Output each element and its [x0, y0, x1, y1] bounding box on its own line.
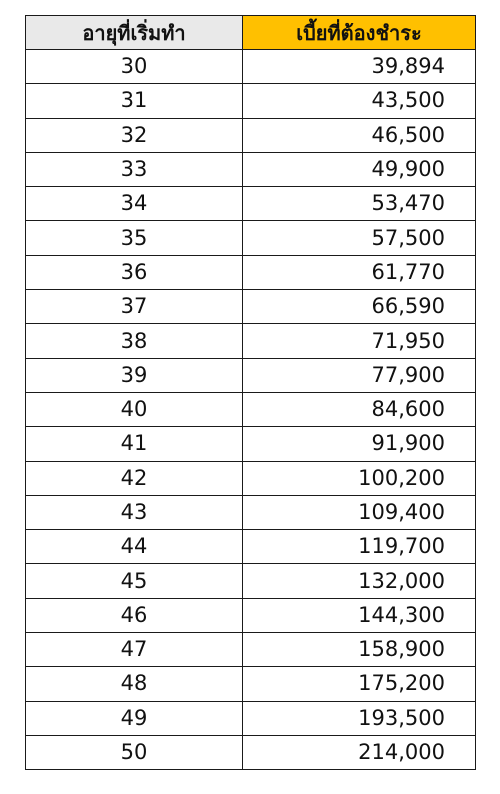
age-cell: 46 [26, 598, 243, 632]
age-cell: 41 [26, 427, 243, 461]
premium-cell: 46,500 [243, 118, 476, 152]
age-cell: 45 [26, 564, 243, 598]
table-row [26, 530, 476, 564]
table-row [26, 667, 476, 701]
age-cell: 36 [26, 255, 243, 289]
table-row [26, 461, 476, 495]
premium-cell: 109,400 [243, 495, 476, 529]
age-cell: 31 [26, 84, 243, 118]
table-row [26, 598, 476, 632]
age-cell: 44 [26, 530, 243, 564]
age-cell: 35 [26, 221, 243, 255]
age-cell: 33 [26, 152, 243, 186]
premium-cell: 158,900 [243, 633, 476, 667]
age-cell: 39 [26, 358, 243, 392]
table-row [26, 118, 476, 152]
premium-cell: 119,700 [243, 530, 476, 564]
age-cell: 48 [26, 667, 243, 701]
table-row [26, 221, 476, 255]
premium-cell: 57,500 [243, 221, 476, 255]
premium-cell: 43,500 [243, 84, 476, 118]
table-row [26, 633, 476, 667]
table-row [26, 324, 476, 358]
table-row [26, 735, 476, 769]
table-row [26, 152, 476, 186]
premium-cell: 214,000 [243, 735, 476, 769]
premium-table [25, 15, 476, 770]
table-row [26, 495, 476, 529]
premium-cell: 53,470 [243, 187, 476, 221]
table-row [26, 427, 476, 461]
premium-cell: 49,900 [243, 152, 476, 186]
age-cell: 50 [26, 735, 243, 769]
age-cell: 34 [26, 187, 243, 221]
age-cell: 37 [26, 290, 243, 324]
premium-cell: 100,200 [243, 461, 476, 495]
age-cell: 47 [26, 633, 243, 667]
age-cell: 40 [26, 392, 243, 426]
premium-cell: 61,770 [243, 255, 476, 289]
age-cell: 49 [26, 701, 243, 735]
table-header [26, 16, 476, 50]
table-row [26, 84, 476, 118]
table-row [26, 358, 476, 392]
table-row [26, 290, 476, 324]
premium-cell: 77,900 [243, 358, 476, 392]
header-age: อายุที่เริ่มทำ [26, 16, 243, 50]
table-row [26, 187, 476, 221]
premium-cell: 66,590 [243, 290, 476, 324]
premium-cell: 175,200 [243, 667, 476, 701]
table-body [26, 50, 476, 770]
table-row [26, 392, 476, 426]
header-premium: เบี้ยที่ต้องชำระ [243, 16, 476, 50]
age-cell: 42 [26, 461, 243, 495]
header-row [26, 16, 476, 50]
table-row [26, 50, 476, 84]
premium-cell: 91,900 [243, 427, 476, 461]
premium-cell: 84,600 [243, 392, 476, 426]
age-cell: 32 [26, 118, 243, 152]
premium-cell: 193,500 [243, 701, 476, 735]
table-row [26, 564, 476, 598]
premium-cell: 71,950 [243, 324, 476, 358]
premium-cell: 144,300 [243, 598, 476, 632]
age-cell: 38 [26, 324, 243, 358]
table-row [26, 255, 476, 289]
table-row [26, 701, 476, 735]
premium-cell: 39,894 [243, 50, 476, 84]
age-cell: 30 [26, 50, 243, 84]
age-cell: 43 [26, 495, 243, 529]
premium-cell: 132,000 [243, 564, 476, 598]
